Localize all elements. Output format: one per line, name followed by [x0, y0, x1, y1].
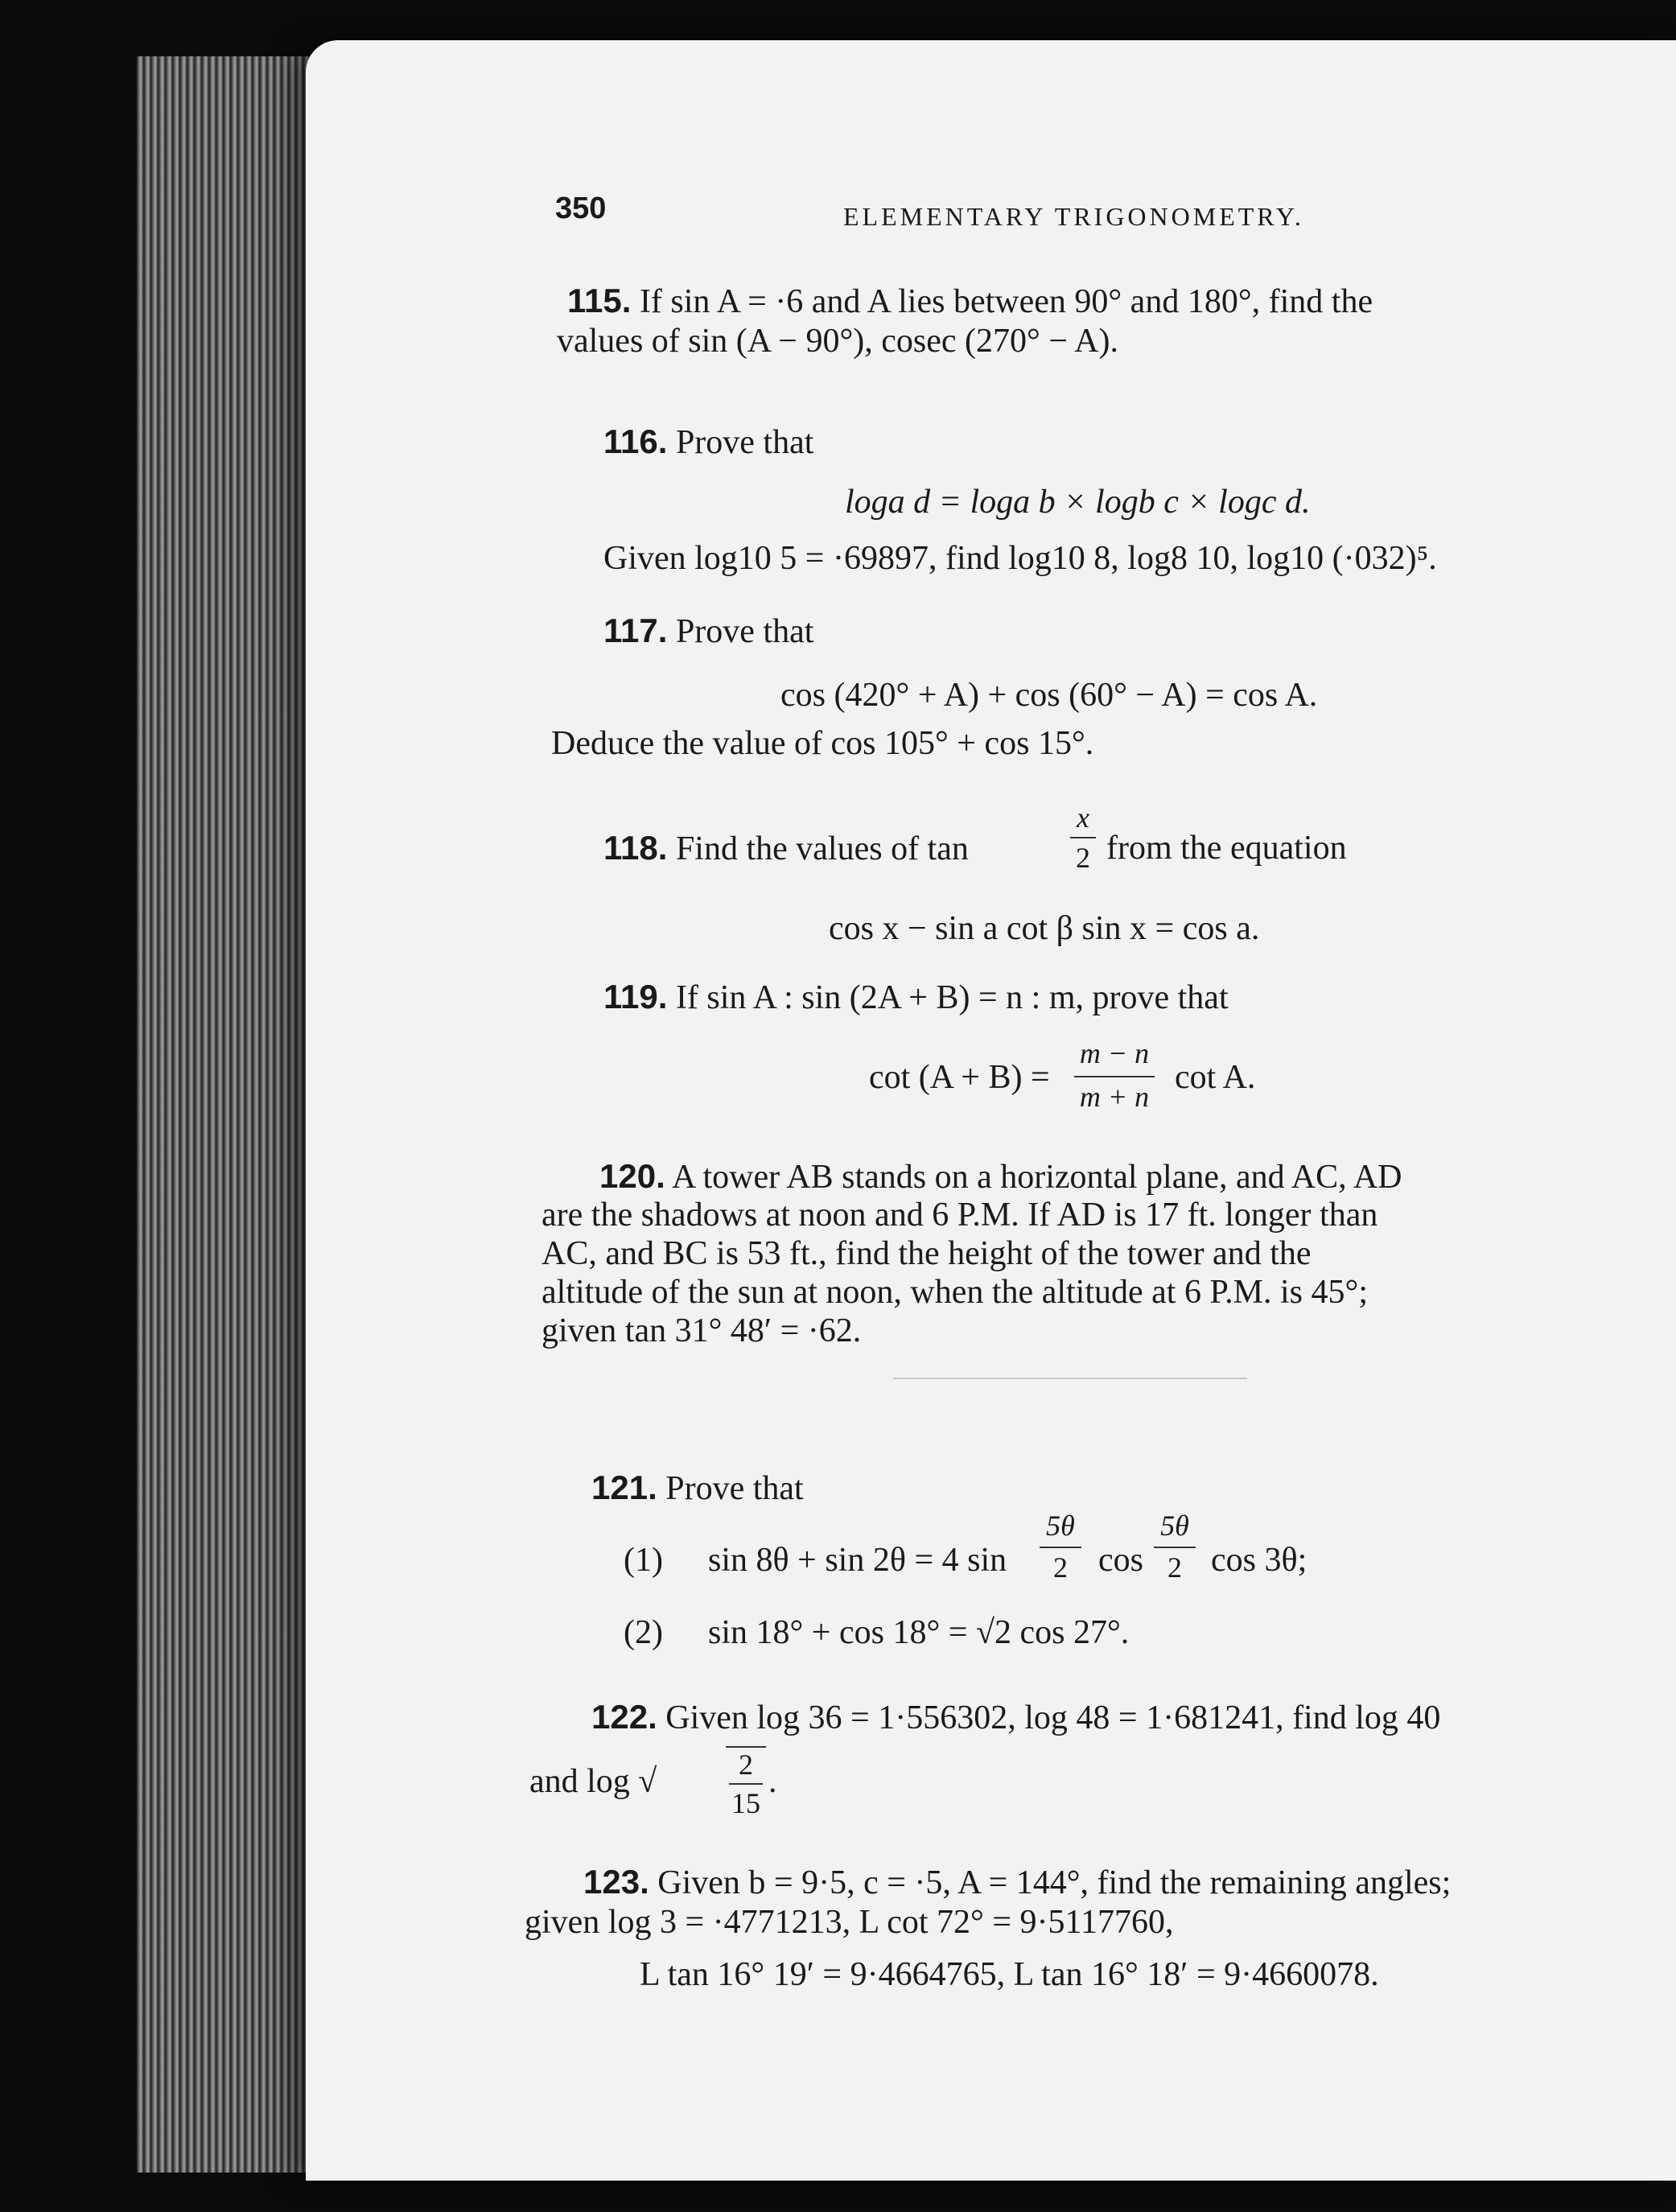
problem-text: Given log 36 = 1·556302, log 48 = 1·681241, find log 40	[665, 1699, 1441, 1736]
problem-number: 123.	[583, 1863, 649, 1901]
problem-123-line2: given log 3 = ·4771213, L cot 72° = 9·5117760,	[525, 1904, 1174, 1941]
problem-123-line1	[583, 1863, 1451, 1902]
problem-text: If sin A = ·6 and A lies between 90° and 180°, find the	[639, 283, 1373, 320]
problem-text: Prove that	[665, 1470, 804, 1507]
fraction-denominator: 2	[1053, 1551, 1068, 1584]
fraction-numerator: x	[1077, 801, 1089, 834]
problem-text: If sin A : sin (2A + B) = n : m, prove that	[675, 979, 1229, 1016]
problem-number: 122.	[591, 1698, 657, 1736]
problem-118-after: from the equation	[1106, 830, 1347, 867]
problem-123-line3: L tan 16° 19′ = 9·4664765, L tan 16° 18′ = 9·4660078.	[640, 1956, 1379, 1993]
problem-116-given: Given log10 5 = ·69897, find log10 8, log8 10, log10 (·032)⁵.	[603, 540, 1437, 577]
problem-116-formula: loga d = loga b × logb c × logc d.	[845, 484, 1311, 521]
problem-118-equation: cos x − sin a cot β sin x = cos a.	[829, 910, 1260, 947]
problem-120-line5: given tan 31° 48′ = ·62.	[542, 1312, 862, 1349]
problem-120-line3: AC, and BC is 53 ft., find the height of the tower and the	[542, 1235, 1312, 1272]
problem-text: Given b = 9·5, c = ·5, A = 144°, find the remaining angles;	[657, 1864, 1452, 1901]
fraction-bar	[1154, 1547, 1196, 1548]
problem-119-rhs: cot A.	[1175, 1059, 1256, 1096]
fraction-numerator: 2	[739, 1749, 753, 1781]
problem-115-line2: values of sin (A − 90°), cosec (270° − A).	[557, 323, 1119, 360]
fraction-denominator: 2	[1167, 1551, 1182, 1584]
page-lower-content	[306, 40, 1676, 2181]
fraction-bar	[1040, 1547, 1081, 1548]
problem-number: 119.	[603, 978, 668, 1015]
problem-117-formula: cos (420° + A) + cos (60° − A) = cos A.	[780, 677, 1318, 714]
problem-121-part1-b: cos	[1098, 1542, 1143, 1579]
problem-117-deduce: Deduce the value of cos 105° + cos 15°.	[551, 725, 1094, 762]
problem-121-intro	[591, 1468, 804, 1508]
problem-number: 118.	[603, 829, 668, 867]
problem-119-lhs: cot (A + B) =	[869, 1059, 1050, 1096]
fraction-denominator: m + n	[1079, 1081, 1150, 1113]
problem-number: 117.	[603, 612, 668, 649]
problem-121-part1-a: sin 8θ + sin 2θ = 4 sin	[708, 1542, 1007, 1579]
problem-number: 115.	[567, 282, 632, 319]
fraction-numerator: 5θ	[1160, 1510, 1189, 1542]
problem-120-line2: are the shadows at noon and 6 P.M. If AD is 17 ft. longer than	[542, 1197, 1378, 1234]
page-number: 350	[555, 192, 607, 225]
problem-121-part1-c: cos 3θ;	[1211, 1542, 1307, 1579]
problem-text: Find the values of tan	[675, 830, 969, 867]
problem-text: Prove that	[675, 613, 814, 650]
fraction-denominator: 15	[731, 1787, 760, 1819]
fraction-denominator: 2	[1076, 842, 1090, 874]
problem-122-end: .	[768, 1763, 777, 1800]
problem-number: 120.	[599, 1157, 665, 1195]
problem-122-line2: and log √	[529, 1763, 657, 1800]
part-label: (1)	[624, 1542, 663, 1579]
running-title: ELEMENTARY TRIGONOMETRY.	[843, 202, 1304, 231]
part-label: (2)	[624, 1614, 663, 1651]
fraction-bar	[729, 1783, 763, 1785]
fraction-numerator: m − n	[1079, 1037, 1150, 1069]
problem-121-part2: sin 18° + cos 18° = √2 cos 27°.	[708, 1614, 1130, 1651]
problem-text: Prove that	[675, 424, 814, 461]
problem-text: A tower AB stands on a horizontal plane, and AC, AD	[671, 1159, 1402, 1196]
problem-120-line4: altitude of the sun at noon, when the altitude at 6 P.M. is 45°;	[542, 1274, 1368, 1311]
problem-122-line1	[591, 1698, 1440, 1737]
problem-number: 116.	[603, 422, 668, 460]
problem-number: 121.	[591, 1468, 657, 1506]
fraction-numerator: 5θ	[1046, 1510, 1075, 1542]
